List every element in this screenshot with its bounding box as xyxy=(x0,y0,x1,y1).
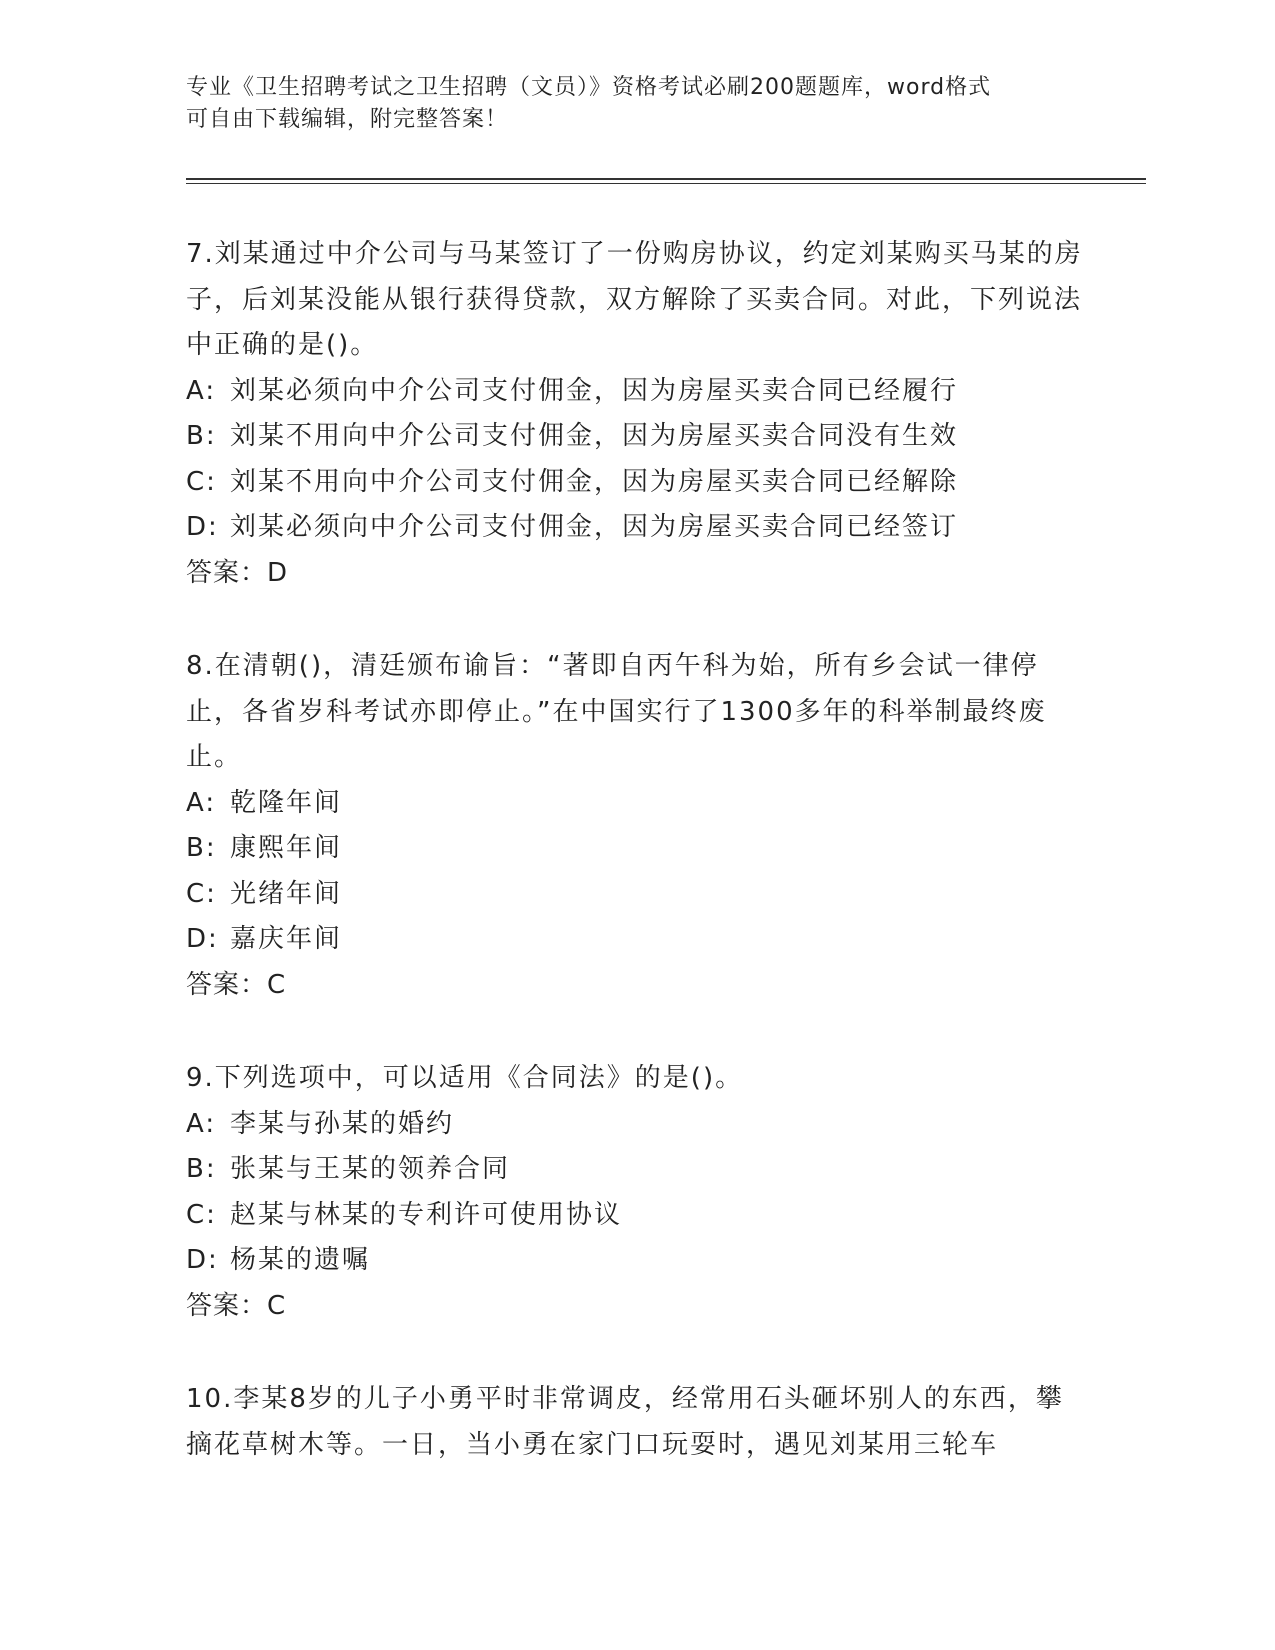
option-letter: D: xyxy=(186,924,219,954)
option-text: 张某与王某的领养合同 xyxy=(230,1154,511,1184)
question-10 xyxy=(186,1377,1086,1468)
document-header xyxy=(186,72,1066,136)
header-line-1: 专业《卫生招聘考试之卫生招聘（文员）》资格考试必刷200题题库，word格式 xyxy=(186,75,992,100)
option-text: 光绪年间 xyxy=(230,878,343,909)
answer: 答案：C xyxy=(186,969,287,1000)
option-c xyxy=(186,872,1086,918)
answer: 答案：C xyxy=(186,1290,287,1321)
option-b xyxy=(186,826,1086,872)
option-a xyxy=(186,781,1086,827)
question-8 xyxy=(186,644,1086,1008)
answer: 答案：D xyxy=(186,557,289,588)
option-text: 赵某与林某的专利许可使用协议 xyxy=(230,1199,623,1230)
option-text: 刘某不用向中介公司支付佣金，因为房屋买卖合同已经解除 xyxy=(230,466,959,497)
option-a xyxy=(186,1102,1086,1148)
question-text: 8.在清朝()，清廷颁布谕旨：“著即自丙午科为始，所有乡会试一律停止，各省岁科考试亦即停止。”在中国实行了1300多年的科举制最终废止。 xyxy=(186,651,1047,772)
header-divider-thin xyxy=(186,183,1146,184)
option-text: 乾隆年间 xyxy=(230,787,343,818)
option-a xyxy=(186,369,1086,415)
question-9 xyxy=(186,1056,1086,1329)
option-text: 刘某必须向中介公司支付佣金，因为房屋买卖合同已经签订 xyxy=(230,512,959,542)
option-letter: C: xyxy=(186,466,217,497)
option-text: 刘某不用向中介公司支付佣金，因为房屋买卖合同没有生效 xyxy=(230,421,959,451)
option-d xyxy=(186,505,1086,551)
option-letter: D: xyxy=(186,512,219,542)
header-divider xyxy=(186,178,1146,180)
option-text: 嘉庆年间 xyxy=(230,924,343,954)
question-text: 9.下列选项中，可以适用《合同法》的是()。 xyxy=(186,1063,744,1093)
option-letter: A: xyxy=(186,1108,217,1139)
option-text: 康熙年间 xyxy=(230,833,343,863)
option-letter: B: xyxy=(186,1154,217,1184)
option-letter: D: xyxy=(186,1245,219,1275)
header-line-2: 可自由下载编辑，附完整答案！ xyxy=(186,107,509,132)
question-list xyxy=(186,232,1086,1516)
question-7 xyxy=(186,232,1086,596)
option-c xyxy=(186,1193,1086,1239)
option-c xyxy=(186,460,1086,506)
option-d xyxy=(186,1238,1086,1284)
option-b xyxy=(186,414,1086,460)
option-b xyxy=(186,1147,1086,1193)
option-letter: C: xyxy=(186,1199,217,1230)
option-letter: B: xyxy=(186,421,217,451)
option-d xyxy=(186,917,1086,963)
option-text: 李某与孙某的婚约 xyxy=(230,1108,455,1139)
option-text: 刘某必须向中介公司支付佣金，因为房屋买卖合同已经履行 xyxy=(230,375,959,406)
option-letter: A: xyxy=(186,375,217,406)
question-text: 7.刘某通过中介公司与马某签订了一份购房协议，约定刘某购买马某的房子，后刘某没能从银行获得贷款，双方解除了买卖合同。对此，下列说法中正确的是()。 xyxy=(186,239,1083,360)
question-text: 10.李某8岁的儿子小勇平时非常调皮，经常用石头砸坏别人的东西，攀摘花草树木等。一日，当小勇在家门口玩耍时，遇见刘某用三轮车 xyxy=(186,1384,1064,1460)
option-letter: C: xyxy=(186,878,217,909)
option-letter: B: xyxy=(186,833,217,863)
option-text: 杨某的遗嘱 xyxy=(230,1245,371,1275)
option-letter: A: xyxy=(186,787,217,818)
